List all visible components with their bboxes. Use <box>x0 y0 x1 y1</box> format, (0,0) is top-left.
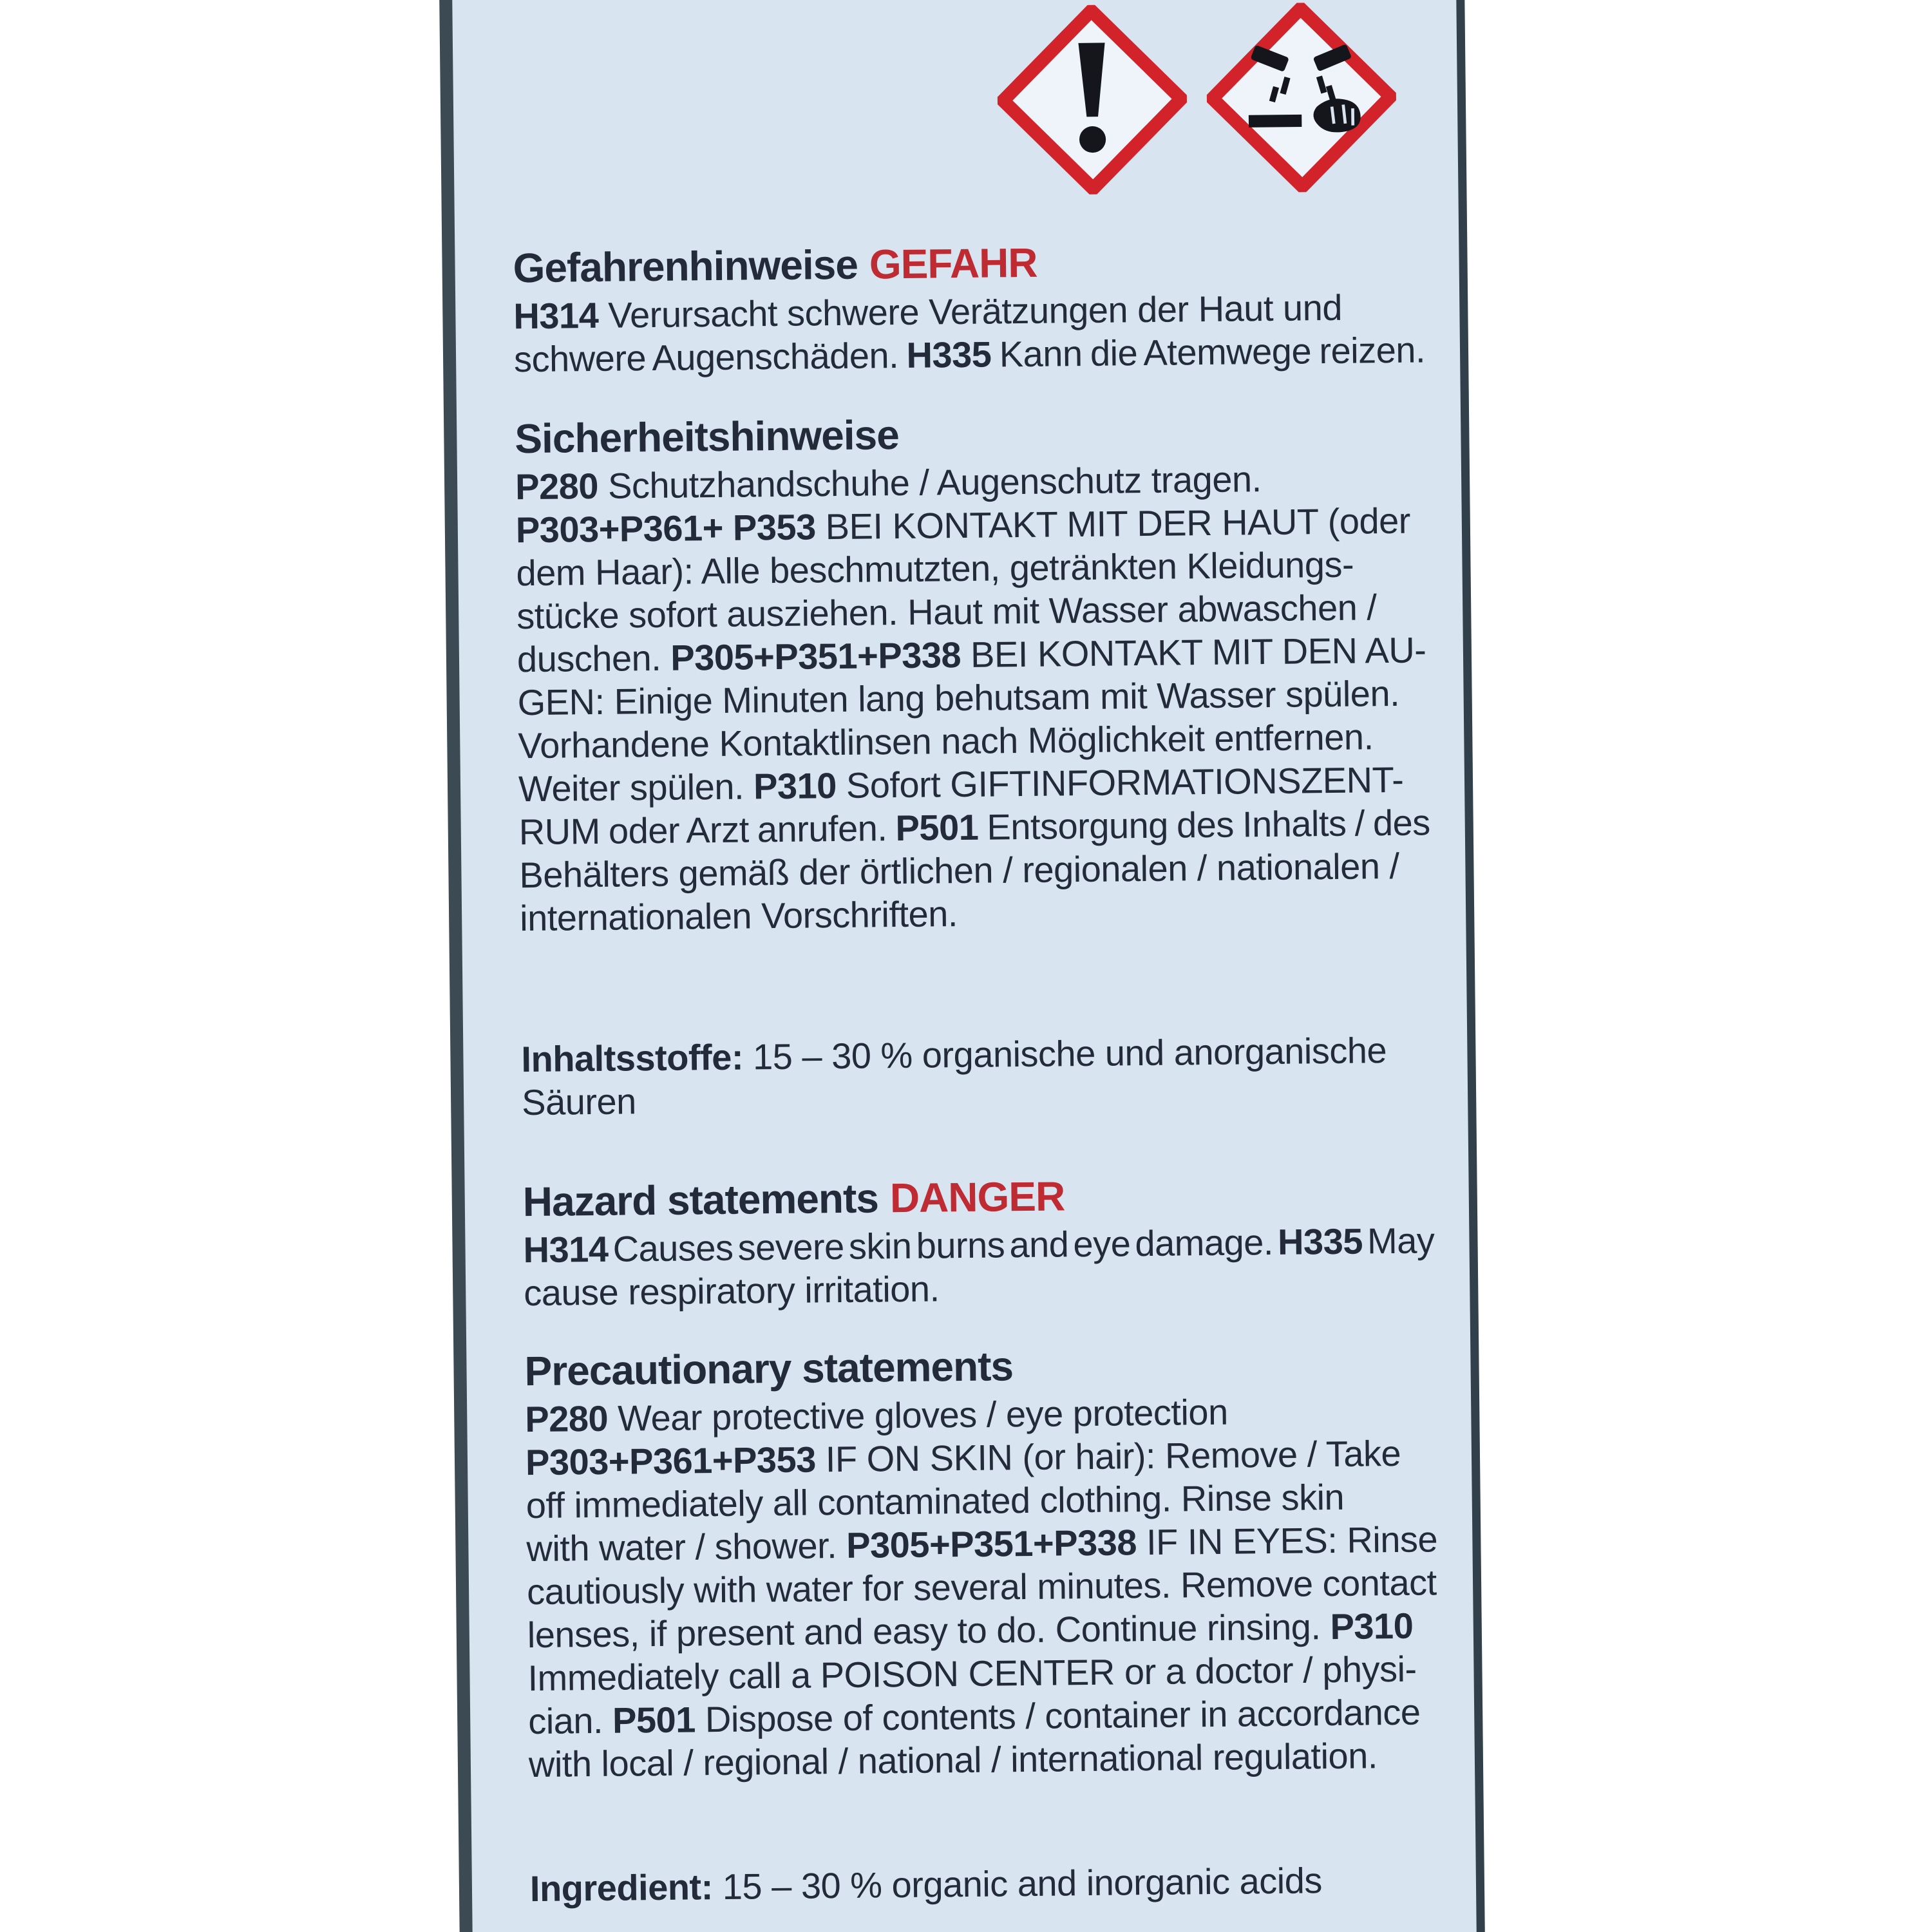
text-run: RUM oder Arzt anrufen. <box>518 808 896 853</box>
text-run: duschen. <box>516 637 671 680</box>
text-run: cause respiratory irritation. <box>523 1268 940 1314</box>
text-run: Schutzhandschuhe / Augenschutz tragen. <box>598 459 1262 506</box>
paragraph <box>521 1028 1433 1124</box>
text-run: cautiously with water for several minutes. Remove contact <box>526 1562 1437 1613</box>
label-content <box>452 0 1477 1932</box>
text-run: GEN: Einige Minuten lang behutsam mit Wasser spülen. <box>517 672 1400 723</box>
corrosion-icon <box>1206 2 1397 193</box>
text-run: Dispose of contents / container in accordance <box>695 1691 1421 1740</box>
text-run: dem Haar): Alle beschmutzten, getränkten Kleidungs- <box>516 544 1354 594</box>
heading-text: Sicherheitshinweise <box>515 411 900 462</box>
text-run: May <box>1362 1220 1435 1262</box>
text-run: Wear protective gloves / eye protection <box>607 1391 1228 1439</box>
section-heading <box>522 1168 1434 1226</box>
text-run: internationalen Vorschriften. <box>519 893 958 939</box>
text-run: lenses, if present and easy to do. Continue rinsing. <box>527 1606 1331 1656</box>
text-run: Immediately call a POISON CENTER or a doctor / physi- <box>527 1648 1417 1699</box>
text-run: with local / regional / national / international regulation. <box>528 1735 1378 1785</box>
text-run: BEI KONTAKT MIT DER HAUT (oder <box>815 500 1411 547</box>
code-ref: P305+P351+P338 <box>670 634 961 678</box>
text-run: schwere Augenschäden. <box>513 334 907 380</box>
text-run: 15 – 30 % organische und anorganische <box>743 1030 1387 1077</box>
text-run: Säuren <box>521 1081 637 1123</box>
signal-word-danger: DANGER <box>889 1173 1065 1222</box>
code-ref: H335 <box>906 334 992 375</box>
text-run: Behälters gemäß der örtlichen / regionalen / nationalen / <box>519 845 1399 896</box>
paragraph <box>523 1218 1435 1314</box>
section-heading <box>524 1338 1436 1395</box>
text-run: Entsorgung des Inhalts / des <box>978 802 1430 848</box>
section-german-hazard-statements <box>513 234 1425 381</box>
code-ref: Inhaltsstoffe: <box>521 1036 744 1080</box>
code-ref: P303+P361+P353 <box>525 1439 817 1483</box>
text-run: IF ON SKIN (or hair): Remove / Take <box>815 1432 1401 1480</box>
code-ref: P305+P351+P338 <box>846 1522 1137 1566</box>
text-line <box>524 1262 1435 1314</box>
heading-text: Precautionary statements <box>524 1343 1014 1395</box>
text-run: Verursacht schwere Verätzungen der Haut und <box>598 287 1343 336</box>
text-run: off immediately all contaminated clothing. Rinse skin <box>526 1476 1345 1526</box>
heading-text: Hazard statements <box>522 1175 879 1226</box>
text-line <box>530 1857 1442 1910</box>
section-english-precautionary-statements <box>524 1338 1440 1786</box>
paragraph <box>525 1388 1440 1786</box>
paragraph <box>515 455 1432 940</box>
text-run: IF IN EYES: Rinse <box>1136 1519 1438 1563</box>
text-run: Vorhandene Kontaktlinsen nach Möglichkeit entfernen. <box>518 716 1374 766</box>
code-ref: Ingredient: <box>529 1866 714 1909</box>
paragraph <box>513 285 1425 381</box>
code-ref: P303+P361+ P353 <box>515 506 817 551</box>
code-ref: P310 <box>753 765 837 807</box>
section-english-ingredients <box>530 1855 1442 1910</box>
text-run: Causes severe skin burns and eye damage. <box>608 1221 1278 1269</box>
text-run: with water / shower. <box>526 1524 847 1569</box>
text-run: cian. <box>527 1700 613 1742</box>
text-run: Sofort GIFTINFORMATIONSZENT- <box>836 759 1404 806</box>
text-run: Kann die Atemwege reizen. <box>991 329 1426 375</box>
text-run: 15 – 30 % organic and inorganic acids <box>712 1860 1323 1908</box>
code-ref: P280 <box>525 1397 609 1440</box>
text-run: stücke sofort ausziehen. Haut mit Wasser abwaschen / <box>516 587 1377 637</box>
text-line <box>514 328 1426 381</box>
section-german-precautionary-statements <box>515 405 1431 940</box>
paragraph <box>530 1857 1442 1910</box>
section-heading <box>513 234 1425 292</box>
text-run: Weiter spülen. <box>518 766 754 810</box>
code-ref: H314 <box>513 294 599 337</box>
code-ref: H314 <box>523 1228 609 1271</box>
code-ref: P280 <box>515 465 599 507</box>
section-heading <box>515 405 1426 462</box>
ghs-pictogram-row <box>452 0 1458 210</box>
code-ref: P310 <box>1330 1605 1414 1647</box>
code-ref: H335 <box>1277 1220 1363 1262</box>
signal-word-gefahr: GEFAHR <box>869 239 1037 288</box>
code-ref: P501 <box>895 806 979 849</box>
code-ref: P501 <box>612 1699 696 1741</box>
section-english-hazard-statements <box>522 1168 1435 1314</box>
heading-text: Gefahrenhinweise <box>513 241 858 292</box>
text-line <box>529 1733 1441 1786</box>
text-line <box>520 887 1432 940</box>
exclamation-mark-icon <box>996 4 1188 195</box>
text-run: BEI KONTAKT MIT DEN AU- <box>960 629 1426 675</box>
ghs-safety-label <box>439 0 1485 1932</box>
section-german-ingredients <box>521 1025 1433 1124</box>
